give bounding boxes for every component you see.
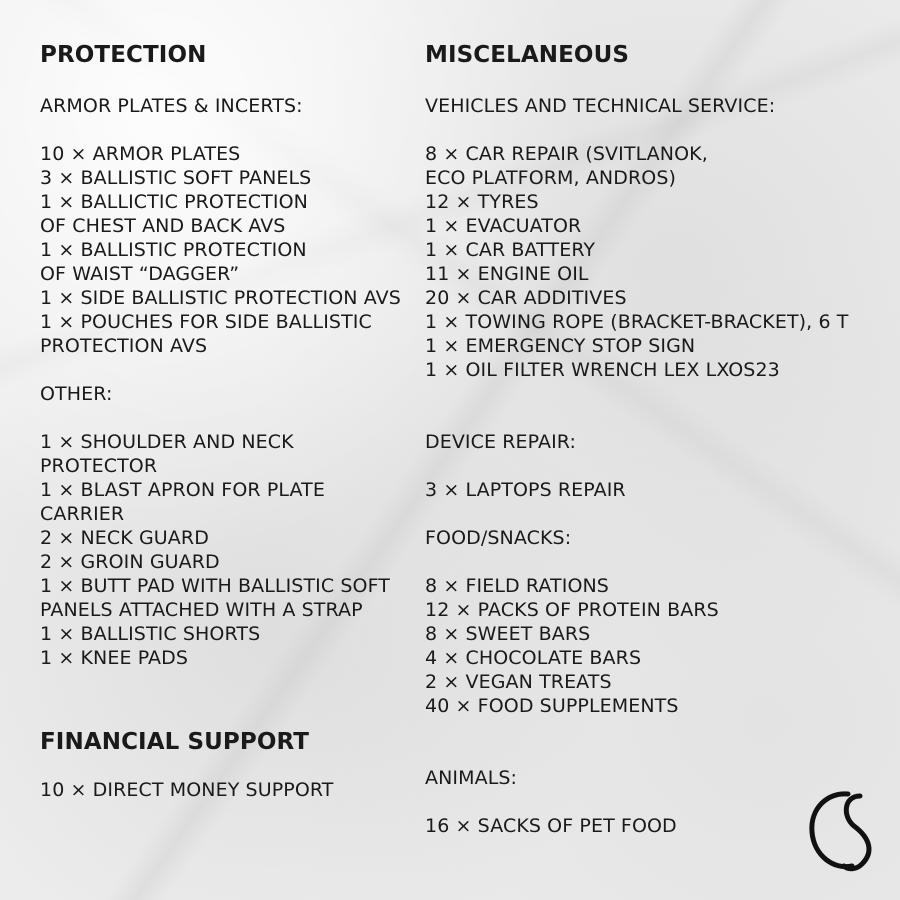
list-item: 3 × BALLISTIC SOFT PANELS [40,167,312,189]
list-item: 8 × SWEET BARS [425,623,591,645]
list-item: 1 × SIDE BALLISTIC PROTECTION AVS [40,287,401,309]
misc-title: MISCELANEOUS [425,42,630,68]
list-item: 8 × CAR REPAIR (SVITLANOK, ECO PLATFORM, ANDROS) [425,143,708,189]
armor-heading: ARMOR PLATES & INCERTS: [40,95,303,117]
list-item: 10 × DIRECT MONEY SUPPORT [40,779,334,801]
cs-monogram-icon [800,786,880,876]
other-list [40,430,415,670]
financial-title: FINANCIAL SUPPORT [40,729,310,755]
list-item: 1 × BALLISTIC PROTECTION OF WAIST “DAGGER” [40,239,307,285]
list-item: 1 × POUCHES FOR SIDE BALLISTIC PROTECTION AVS [40,311,372,357]
list-item: 20 × CAR ADDITIVES [425,287,627,309]
food-heading: FOOD/SNACKS: [425,527,572,549]
list-item: 12 × PACKS OF PROTEIN BARS [425,599,719,621]
list-item: 10 × ARMOR PLATES [40,143,241,165]
list-item: 2 × NECK GUARD [40,527,209,549]
list-item: 1 × BALLISTIC SHORTS [40,623,261,645]
device-list [425,478,885,502]
animals-heading: ANIMALS: [425,767,518,789]
list-item: 1 × KNEE PADS [40,647,189,669]
list-item: 12 × TYRES [425,191,539,213]
list-item: 1 × EMERGENCY STOP SIGN [425,335,696,357]
right-column [425,40,885,838]
other-heading: OTHER: [40,383,113,405]
list-item: 2 × VEGAN TREATS [425,671,612,693]
list-item: 1 × SHOULDER AND NECK PROTECTOR [40,431,294,477]
protection-title: PROTECTION [40,42,207,68]
list-item: 16 × SACKS OF PET FOOD [425,815,677,837]
vehicles-list [425,142,885,382]
list-item: 1 × CAR BATTERY [425,239,596,261]
list-item: 1 × OIL FILTER WRENCH LEX LXOS23 [425,359,780,381]
list-item: 1 × EVACUATOR [425,215,582,237]
list-item: 40 × FOOD SUPPLEMENTS [425,695,679,717]
list-item: 1 × BLAST APRON FOR PLATE CARRIER [40,479,325,525]
list-item: 1 × BALLICTIC PROTECTION OF CHEST AND BACK AVS [40,191,308,237]
list-item: 3 × LAPTOPS REPAIR [425,479,626,501]
list-item: 1 × TOWING ROPE (BRACKET-BRACKET), 6 T [425,311,849,333]
list-item: 8 × FIELD RATIONS [425,575,609,597]
armor-list [40,142,415,358]
food-list [425,574,885,718]
list-item: 2 × GROIN GUARD [40,551,220,573]
list-item: 1 × BUTT PAD WITH BALLISTIC SOFT PANELS ATTACHED WITH A STRAP [40,575,390,621]
device-heading: DEVICE REPAIR: [425,431,577,453]
left-column [40,40,415,802]
financial-list [40,778,415,802]
vehicles-heading: VEHICLES AND TECHNICAL SERVICE: [425,95,776,117]
list-item: 11 × ENGINE OIL [425,263,589,285]
list-item: 4 × CHOCOLATE BARS [425,647,642,669]
